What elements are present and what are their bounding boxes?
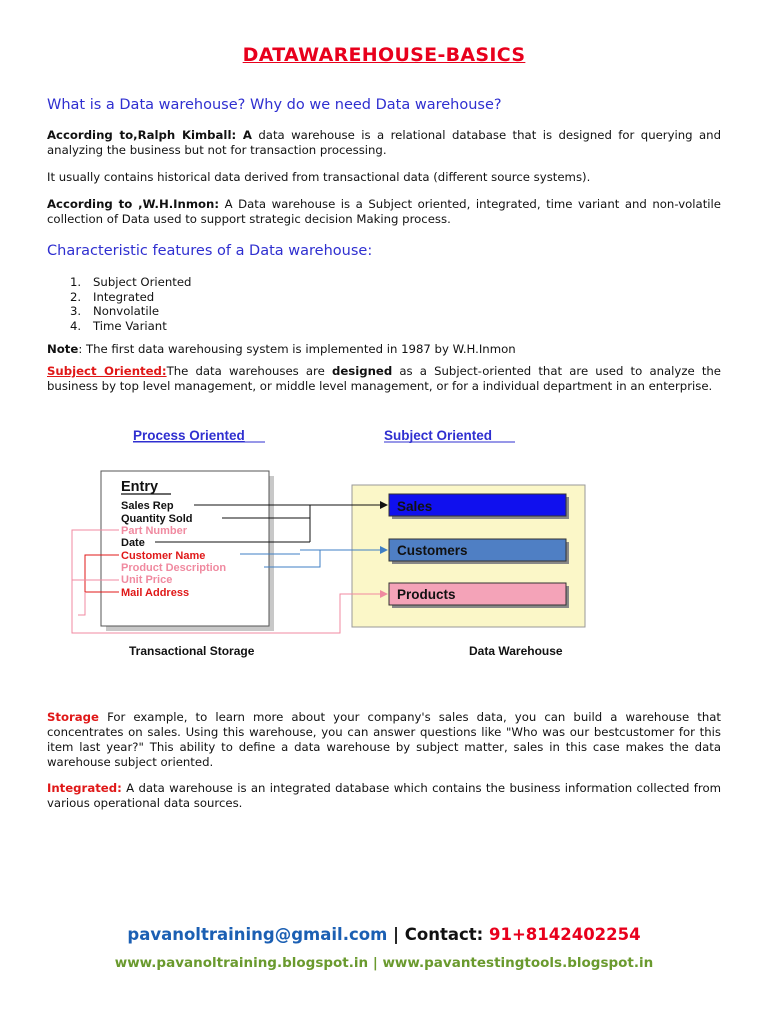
subject-oriented-diagram	[0, 415, 768, 665]
list-item: 4. Time Variant	[70, 318, 167, 333]
integrated-paragraph	[47, 781, 721, 811]
subject-products-label: Products	[397, 587, 456, 602]
note-label: Note	[47, 342, 79, 356]
field-date: Date	[121, 537, 145, 549]
data-warehouse-caption: Data Warehouse	[469, 644, 563, 658]
subject-oriented-paragraph: Subject Oriented:The data warehouses are designed as a Subject-oriented that are used to analyze the business by top level management, or middle level management, or for a individual department in an enterprise.	[47, 364, 721, 393]
footer-email[interactable]: pavanoltraining@gmail.com	[127, 925, 388, 944]
list-item: 2. Integrated	[70, 289, 155, 304]
subject-oriented-title: Subject Oriented	[384, 428, 493, 443]
field-sales-rep: Sales Rep	[121, 500, 174, 512]
field-mail-address: Mail Address	[121, 587, 190, 599]
footer-phone: 91+8142402254	[489, 925, 641, 944]
heading-characteristics: Characteristic features of a Data warehouse:	[47, 243, 373, 259]
entry-title: Entry	[121, 479, 159, 495]
kimball-paragraph	[47, 128, 721, 158]
storage-label: Storage	[47, 710, 99, 724]
inmon-label: According to ,W.H.Inmon:	[47, 197, 220, 211]
page-title: DATAWAREHOUSE-BASICS	[242, 44, 526, 66]
inmon-paragraph	[47, 197, 721, 227]
field-product-description: Product Description	[121, 562, 227, 574]
subject-sales-label: Sales	[397, 499, 433, 514]
list-item: 3. Nonvolatile	[70, 304, 160, 318]
process-oriented-title: Process Oriented	[133, 428, 245, 443]
note-text: : The first data warehousing system is implemented in 1987 by W.H.Inmon	[78, 342, 516, 356]
subject-customers-label: Customers	[397, 543, 468, 558]
footer-contact-label: Contact:	[404, 925, 490, 944]
field-part-number: Part Number	[121, 525, 188, 537]
field-customer-name: Customer Name	[121, 550, 206, 562]
subject-oriented-label: Subject Oriented:	[47, 364, 167, 378]
transactional-storage-caption: Transactional Storage	[129, 644, 255, 658]
heading-what-is-dw: What is a Data warehouse? Why do we need Data warehouse?	[47, 97, 502, 113]
field-quantity-sold: Quantity Sold	[121, 513, 193, 525]
historical-paragraph: It usually contains historical data derived from transactional data (different source systems).	[47, 170, 591, 184]
footer-contact-line: pavanoltraining@gmail.com | Contact: 91+8142402254	[127, 925, 641, 944]
list-item: 1. Subject Oriented	[70, 275, 192, 289]
storage-paragraph	[47, 710, 721, 770]
integrated-text: A data warehouse is an integrated database which contains the business information collected from various operational data sources.	[47, 781, 721, 810]
storage-text: For example, to learn more about your company's sales data, you can build a warehouse that concentrates on sales. Using this warehouse, you can answer questions like "Who was our bestcustomer for this item last year?" This ability to define a data warehouse by subject matter, sales in this case makes the data warehouse subject oriented.	[47, 710, 721, 769]
field-unit-price: Unit Price	[121, 574, 173, 586]
kimball-text: data warehouse is a relational database that is designed for querying and analyzing the business but not for transaction processing.	[47, 128, 721, 157]
integrated-label: Integrated:	[47, 781, 122, 795]
kimball-label: According to,Ralph Kimball: A	[47, 128, 252, 142]
features-list	[70, 275, 191, 333]
footer-links[interactable]: www.pavanoltraining.blogspot.in | www.pavantestingtools.blogspot.in	[114, 955, 654, 971]
inmon-text: A Data warehouse is a Subject oriented, integrated, time variant and non-volatile collection of Data used to support strategic decision Making process.	[47, 197, 721, 226]
note-paragraph	[47, 342, 721, 357]
